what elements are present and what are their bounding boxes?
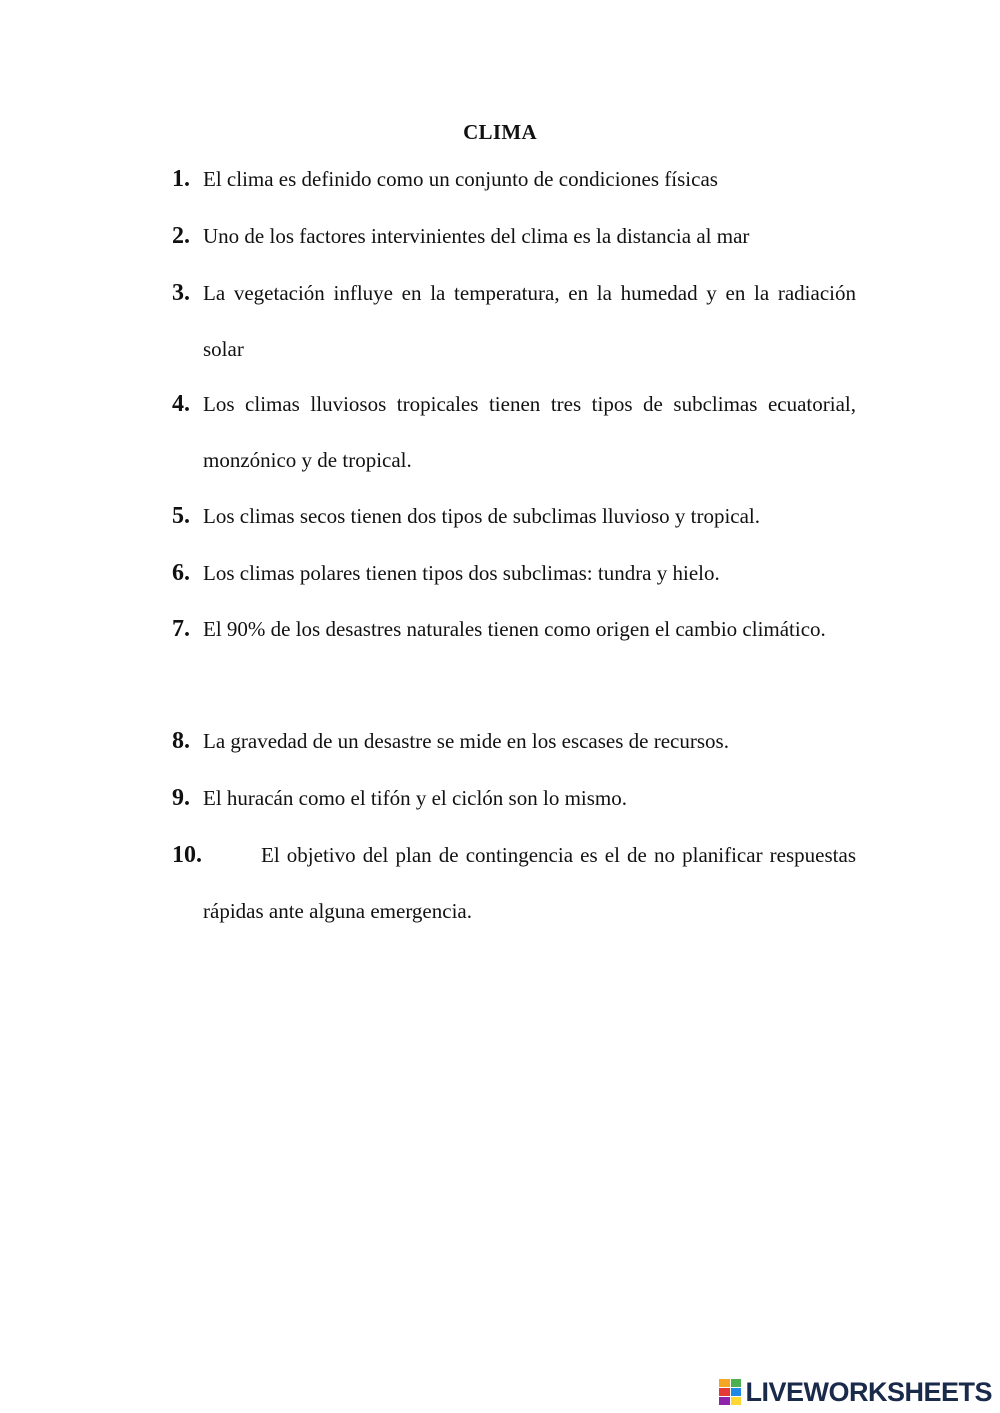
liveworksheets-brand <box>719 1376 992 1408</box>
document-title: CLIMA <box>463 120 537 144</box>
statement-6 <box>172 545 856 601</box>
statement-5 <box>172 488 856 544</box>
statement-number: 6. <box>172 560 190 586</box>
statement-2 <box>172 208 856 264</box>
statement-number: 1. <box>172 166 190 192</box>
statement-number: 3. <box>172 280 190 306</box>
statement-number: 10. <box>172 842 202 868</box>
statement-7 <box>172 601 856 657</box>
statement-text: La gravedad de un desastre se mide en los escases de recursos. <box>203 729 729 753</box>
statement-number: 8. <box>172 728 190 754</box>
statement-text: Los climas secos tienen dos tipos de subclimas lluvioso y tropical. <box>203 504 761 528</box>
statement-number: 4. <box>172 391 190 417</box>
statement-1 <box>172 151 856 207</box>
statement-number: 5. <box>172 503 190 529</box>
statement-number: 9. <box>172 785 190 811</box>
brand-name: LIVEWORKSHEETS <box>745 1376 992 1407</box>
statement-text: Los climas polares tienen tipos dos subclimas: tundra y hielo. <box>203 561 720 585</box>
statement-4 <box>172 376 856 488</box>
statement-9 <box>172 770 856 826</box>
statement-text: El huracán como el tifón y el ciclón son lo mismo. <box>203 786 627 810</box>
statement-8 <box>172 713 856 769</box>
liveworksheets-logo-icon <box>719 1379 741 1405</box>
statement-text: El 90% de los desastres naturales tienen como origen el cambio climático. <box>203 617 826 641</box>
statement-text: Uno de los factores intervinientes del clima es la distancia al mar <box>203 224 750 248</box>
statement-text: El objetivo del plan de contingencia es el de no planificar respuestas rápidas ante alguna emergencia. <box>203 843 856 923</box>
statement-number: 7. <box>172 616 190 642</box>
statement-text: Los climas lluviosos tropicales tienen tres tipos de subclimas ecuatorial, monzónico y de tropical. <box>203 392 856 472</box>
statement-number: 2. <box>172 223 190 249</box>
statement-text: El clima es definido como un conjunto de condiciones físicas <box>203 167 718 191</box>
statement-3 <box>172 265 856 377</box>
statement-text: La vegetación influye en la temperatura, en la humedad y en la radiación solar <box>203 281 856 361</box>
statement-10 <box>172 827 856 939</box>
